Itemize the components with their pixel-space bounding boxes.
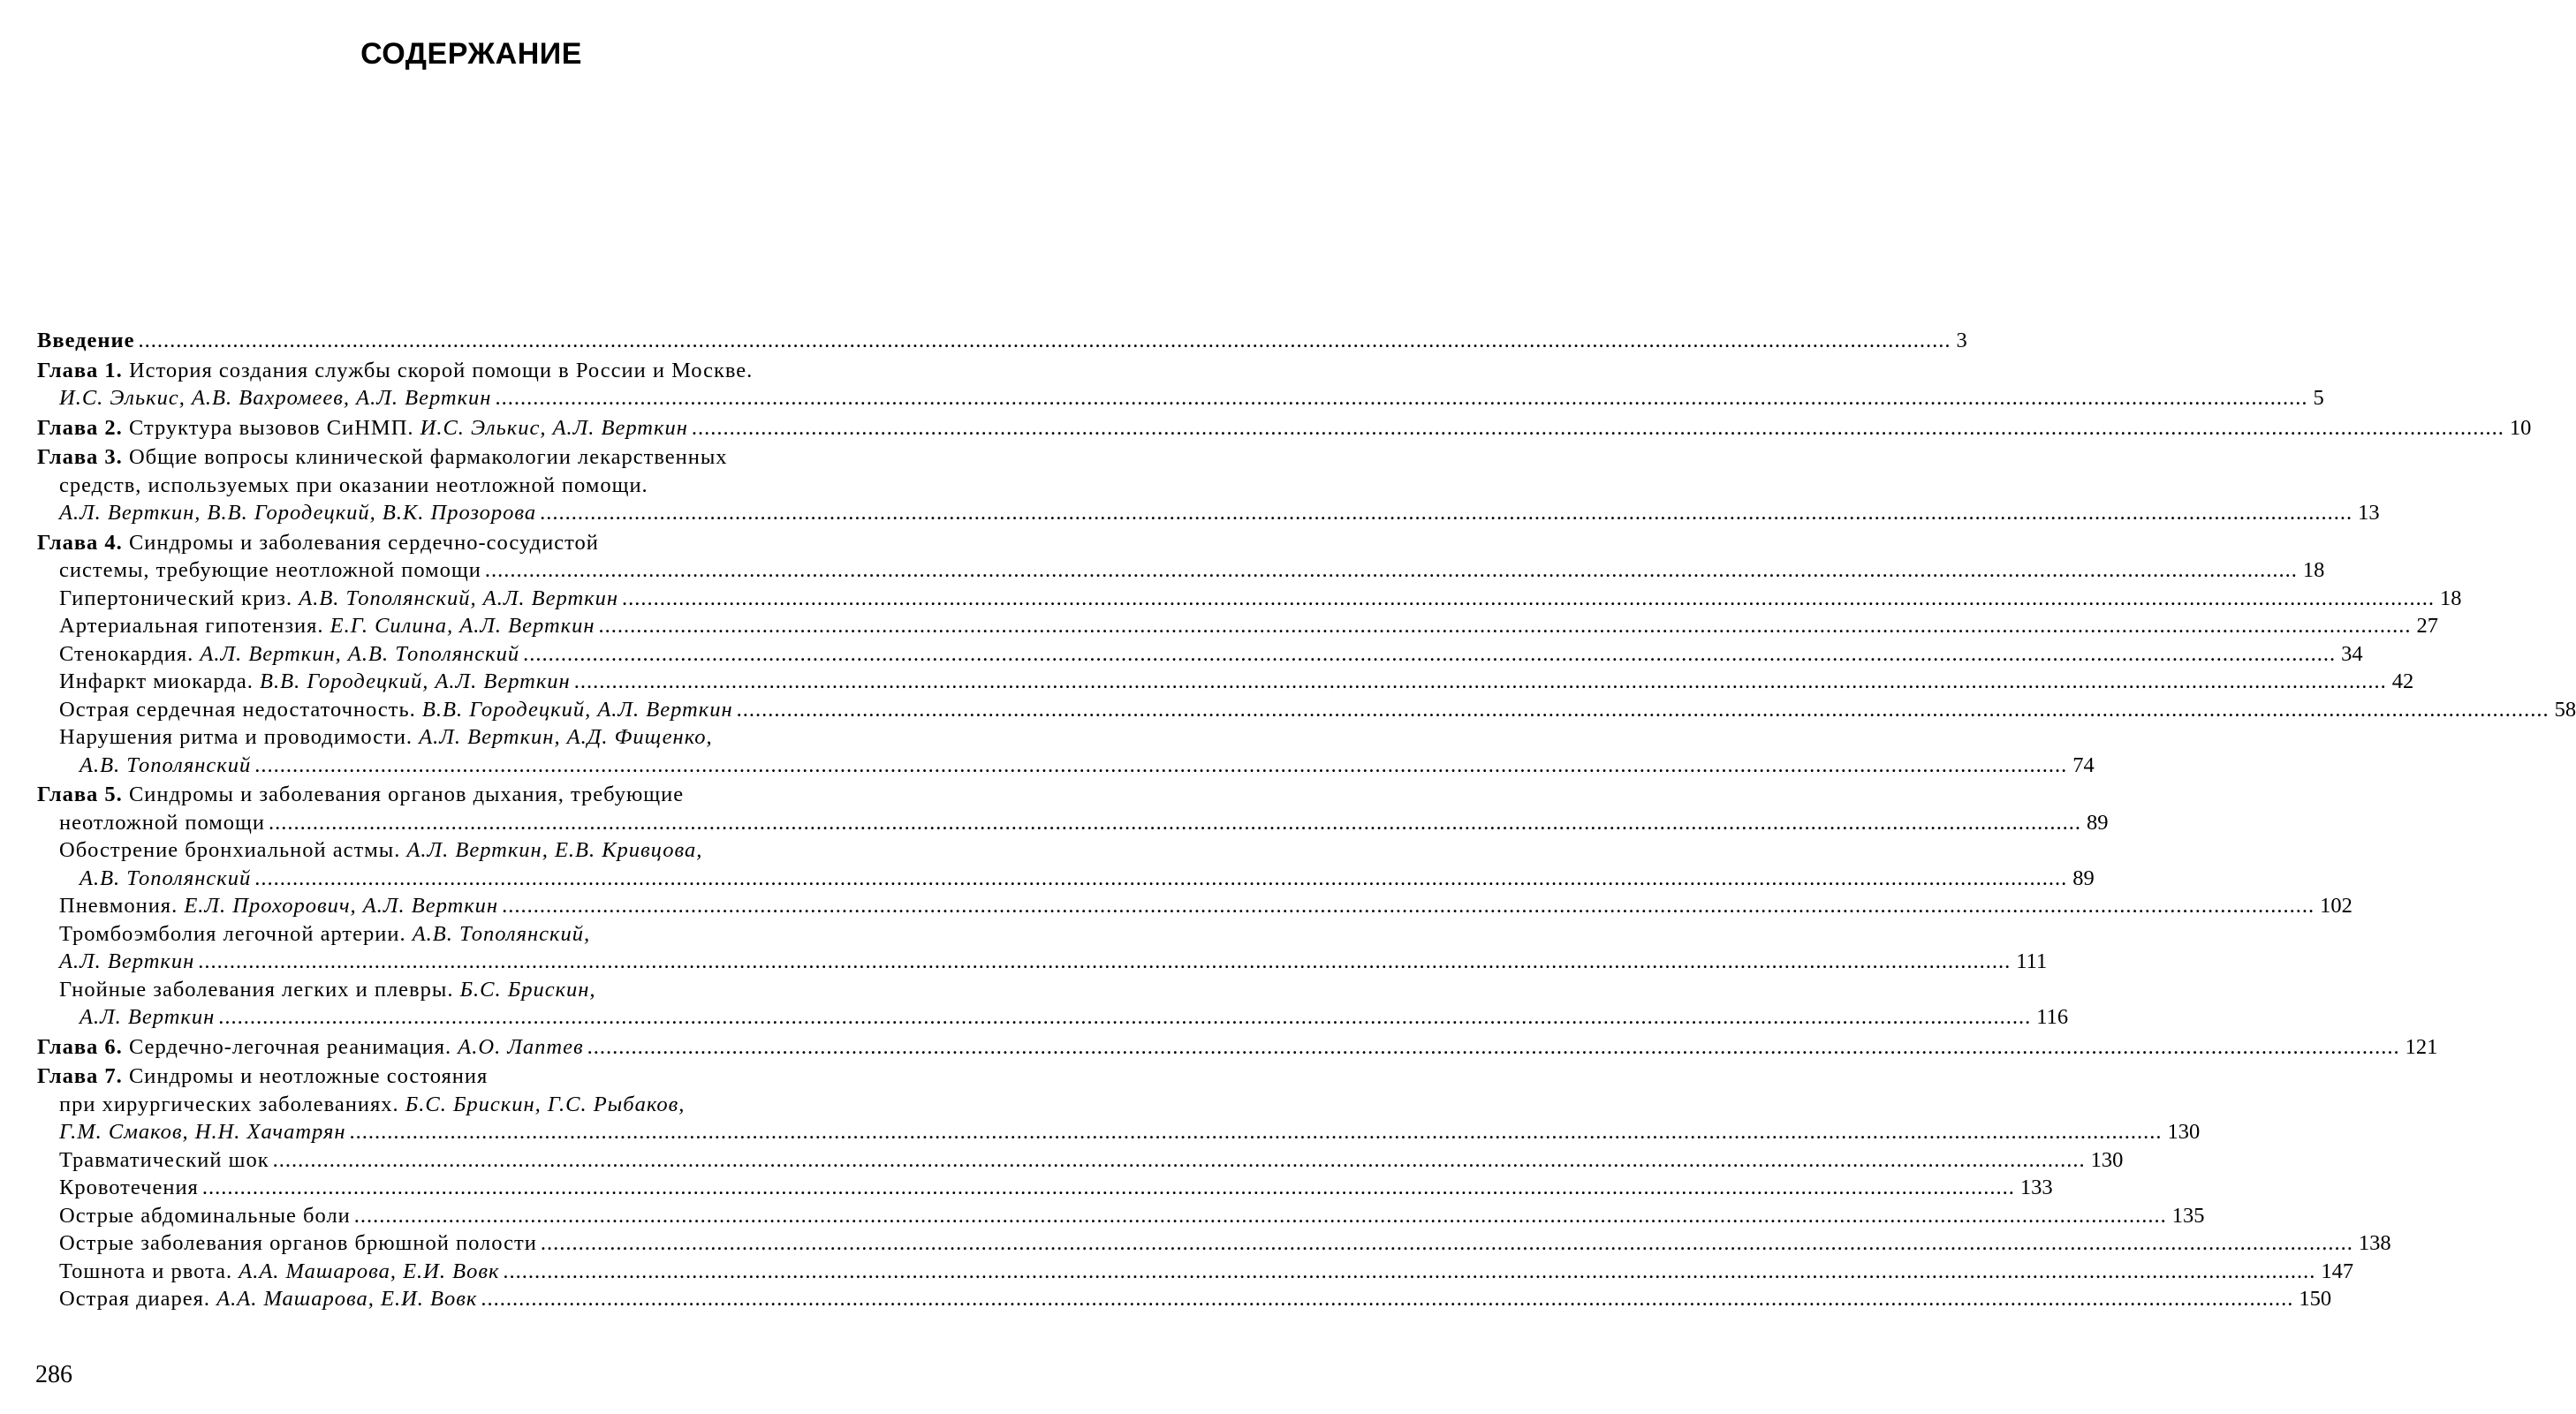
toc-page-number: 34	[2341, 641, 2363, 666]
toc-entry-text	[59, 892, 498, 920]
toc-entry-text	[59, 920, 590, 949]
dot-leader	[254, 865, 2067, 893]
toc-line	[37, 836, 872, 865]
toc-entry-text	[59, 723, 713, 752]
toc-page-number: 27	[2416, 614, 2439, 638]
toc-line	[37, 892, 2352, 920]
entry-title: Гнойные заболевания легких и плевры.	[59, 977, 460, 1002]
toc-line	[37, 723, 872, 752]
entry-title: Травматический шок	[59, 1147, 269, 1172]
dot-leader	[254, 752, 2067, 780]
toc-entry-text	[59, 499, 536, 527]
toc-page-number: 3	[1956, 329, 1967, 352]
authors: А.В. Тополянский	[80, 752, 252, 777]
entry-title: Общие вопросы клинической фармакологии лекарственных	[122, 445, 728, 469]
entry-title: Нарушения ритма и проводимости.	[59, 725, 420, 749]
toc-page-number: 102	[2320, 894, 2352, 918]
dot-leader	[139, 327, 1951, 355]
chapter-label: Введение	[37, 329, 135, 352]
toc-page-number: 150	[2299, 1287, 2332, 1311]
entry-title: неотложной помощи	[59, 810, 266, 835]
toc-entry-text	[59, 948, 194, 976]
dot-leader	[692, 414, 2504, 442]
toc-entry-text	[59, 976, 596, 1004]
authors: А.Л. Верткин	[80, 1005, 216, 1029]
toc-line	[37, 529, 872, 557]
entry-title: при хирургических заболеваниях.	[59, 1092, 405, 1116]
toc-page-number: 74	[2072, 752, 2095, 777]
toc-entry-text	[37, 781, 684, 809]
toc-page-number: 42	[2391, 669, 2414, 693]
toc-entry-text	[59, 696, 733, 724]
toc-line	[37, 1003, 2069, 1032]
authors: И.С. Элькис, А.Л. Верткин	[420, 415, 688, 440]
dot-leader	[269, 809, 2081, 837]
toc-page-number: 111	[2016, 949, 2048, 973]
dot-leader	[354, 1202, 2167, 1230]
toc-page-number: 89	[2072, 866, 2095, 890]
entry-title: Сердечно-легочная реанимация.	[122, 1034, 458, 1059]
toc-line	[37, 384, 2324, 412]
toc-line	[37, 1062, 872, 1091]
chapter-label: Глава 7.	[37, 1064, 123, 1088]
toc-line	[37, 668, 2414, 696]
toc-line	[37, 357, 872, 385]
toc-page-number: 5	[2313, 386, 2324, 410]
authors: А.Л. Верткин, А.Д. Фищенко,	[419, 725, 713, 749]
toc-entry-text	[37, 357, 753, 385]
dot-leader	[587, 1033, 2400, 1062]
toc-line	[37, 1258, 2354, 1286]
toc-entry-text	[37, 529, 599, 557]
entry-title: Стенокардия.	[59, 641, 201, 666]
chapter-label: Глава 3.	[37, 445, 123, 469]
authors: А.А. Машарова, Е.И. Вовк	[216, 1287, 478, 1311]
toc-entry-text	[59, 1285, 477, 1313]
toc-page-number: 130	[2167, 1120, 2201, 1144]
toc-entry-text	[59, 809, 265, 837]
toc-entry-text	[59, 1174, 199, 1202]
authors: А.А. Машарова, Е.И. Вовк	[239, 1259, 500, 1283]
chapter-label: Глава 4.	[37, 530, 123, 555]
toc-line	[37, 327, 1967, 355]
toc-line	[37, 696, 2576, 724]
toc-page-number: 130	[2090, 1147, 2124, 1172]
toc-line	[37, 640, 2363, 669]
entry-title: Инфаркт миокарда.	[59, 669, 261, 693]
toc-entry-text	[80, 865, 251, 893]
entry-title: Острая диарея.	[59, 1287, 217, 1311]
dot-leader	[737, 696, 2549, 724]
dot-leader	[599, 612, 2412, 640]
dot-leader	[541, 1229, 2353, 1258]
entry-title: История создания службы скорой помощи в России и Москве.	[122, 358, 754, 382]
toc-entry-text	[59, 668, 571, 696]
toc-line	[37, 752, 2095, 780]
chapter-label: Глава 2.	[37, 415, 123, 440]
table-of-contents	[37, 327, 2576, 1313]
toc-entry-text	[37, 443, 728, 472]
toc-page-number: 138	[2358, 1231, 2391, 1255]
dot-leader	[574, 668, 2387, 696]
toc-entry-text	[59, 640, 519, 669]
toc-line	[37, 948, 2048, 976]
entry-title: Пневмония.	[59, 894, 185, 918]
entry-title: Артериальная гипотензия.	[59, 614, 330, 638]
toc-line	[37, 1091, 872, 1119]
toc-entry-text	[59, 836, 702, 865]
toc-page-number: 133	[2019, 1176, 2053, 1199]
authors: Е.Г. Силина, А.Л. Верткин	[330, 614, 595, 638]
chapter-label: Глава 5.	[37, 783, 123, 806]
entry-title: Гипертонический криз.	[59, 586, 299, 610]
authors: А.Л. Верткин	[59, 949, 195, 973]
toc-line	[37, 976, 872, 1004]
toc-line	[37, 585, 2462, 613]
authors: А.Л. Верткин, В.В. Городецкий, В.К. Прозорова	[59, 501, 537, 525]
authors: Б.С. Брискин, Г.С. Рыбаков,	[405, 1092, 686, 1116]
dot-leader	[218, 1003, 2031, 1032]
toc-entry-text	[59, 556, 481, 585]
toc-page-number: 58	[2554, 697, 2576, 722]
page-number: 286	[35, 1361, 72, 1388]
dot-leader	[503, 1258, 2315, 1286]
dot-leader	[540, 499, 2352, 527]
toc-line	[37, 865, 2095, 893]
toc-page-number: 13	[2358, 501, 2380, 525]
toc-page-number: 116	[2036, 1005, 2069, 1029]
toc-line	[37, 556, 2325, 585]
toc-line	[37, 443, 872, 472]
toc-entry-text	[59, 1229, 537, 1258]
toc-line	[37, 781, 872, 809]
toc-line	[37, 920, 872, 949]
toc-entry-text	[59, 1202, 351, 1230]
toc-page-number: 18	[2440, 586, 2462, 610]
toc-entry-text	[59, 585, 618, 613]
dot-leader	[502, 892, 2315, 920]
authors: И.С. Элькис, А.В. Вахромеев, А.Л. Верткин	[59, 386, 492, 410]
toc-entry-text	[59, 472, 648, 500]
entry-title: Синдромы и заболевания сердечно-сосудистой	[122, 530, 599, 555]
dot-leader	[350, 1118, 2163, 1146]
entry-title: Острая сердечная недостаточность.	[59, 697, 422, 722]
authors: А.В. Тополянский	[80, 866, 252, 890]
authors: Г.М. Смаков, Н.Н. Хачатрян	[59, 1120, 346, 1144]
dot-leader	[202, 1174, 2015, 1202]
entry-title: Обострение бронхиальной астмы.	[59, 838, 407, 862]
entry-title: Синдромы и заболевания органов дыхания, требующие	[122, 783, 685, 806]
toc-entry-text	[59, 1091, 685, 1119]
toc-page-number: 89	[2087, 810, 2109, 835]
entry-title: Острые абдоминальные боли	[59, 1203, 351, 1228]
entry-title: средств, используемых при оказании неотложной помощи.	[59, 473, 648, 497]
toc-page-number: 147	[2321, 1259, 2354, 1283]
toc-entry-text	[80, 752, 251, 780]
toc-entry-text	[37, 1033, 584, 1062]
toc-entry-text	[37, 414, 688, 442]
dot-leader	[198, 948, 2011, 976]
toc-entry-text	[80, 1003, 215, 1032]
toc-page-number: 135	[2171, 1203, 2205, 1228]
toc-line	[37, 1285, 2332, 1313]
toc-page-number: 10	[2509, 415, 2532, 440]
toc-entry-text	[59, 1146, 269, 1175]
page-title: СОДЕРЖАНИЕ	[360, 37, 582, 71]
dot-leader	[495, 384, 2307, 412]
toc-page-number: 18	[2302, 558, 2325, 582]
dot-leader	[485, 556, 2298, 585]
toc-line	[37, 809, 2109, 837]
toc-entry-text	[37, 327, 135, 355]
authors: В.В. Городецкий, А.Л. Верткин	[260, 669, 571, 693]
toc-line	[37, 1146, 2124, 1175]
entry-title: Кровотечения	[59, 1176, 199, 1199]
toc-line	[37, 1118, 2201, 1146]
toc-line	[37, 1174, 2053, 1202]
toc-line	[37, 1229, 2391, 1258]
dot-leader	[523, 640, 2336, 669]
authors: В.В. Городецкий, А.Л. Верткин	[421, 697, 733, 722]
toc-line	[37, 499, 2380, 527]
entry-title: Острые заболевания органов брюшной полости	[59, 1231, 537, 1255]
toc-line	[37, 472, 872, 500]
toc-entry-text	[59, 612, 595, 640]
authors: А.В. Тополянский, А.Л. Верткин	[299, 586, 619, 610]
authors: А.О. Лаптев	[458, 1034, 584, 1059]
toc-entry-text	[59, 384, 491, 412]
toc-page-number: 121	[2405, 1034, 2438, 1059]
entry-title: Тошнота и рвота.	[59, 1259, 239, 1283]
entry-title: Структура вызовов СиНМП.	[122, 415, 420, 440]
toc-line	[37, 414, 2532, 442]
entry-title: системы, требующие неотложной помощи	[59, 558, 481, 582]
toc-line	[37, 1202, 2205, 1230]
entry-title: Тромбоэмболия легочной артерии.	[59, 921, 413, 946]
authors: А.Л. Верткин, А.В. Тополянский	[200, 641, 520, 666]
toc-entry-text	[37, 1062, 488, 1091]
toc-line	[37, 612, 2439, 640]
entry-title: Синдромы и неотложные состояния	[122, 1064, 489, 1088]
authors: Е.Л. Прохорович, А.Л. Верткин	[184, 894, 499, 918]
authors: А.В. Тополянский,	[412, 921, 591, 946]
chapter-label: Глава 1.	[37, 358, 123, 382]
chapter-label: Глава 6.	[37, 1034, 123, 1059]
toc-entry-text	[59, 1118, 346, 1146]
authors: А.Л. Верткин, Е.В. Кривцова,	[406, 838, 703, 862]
dot-leader	[481, 1285, 2293, 1313]
authors: Б.С. Брискин,	[459, 977, 596, 1002]
dot-leader	[622, 585, 2435, 613]
toc-line	[37, 1033, 2438, 1062]
dot-leader	[273, 1146, 2086, 1175]
toc-entry-text	[59, 1258, 499, 1286]
